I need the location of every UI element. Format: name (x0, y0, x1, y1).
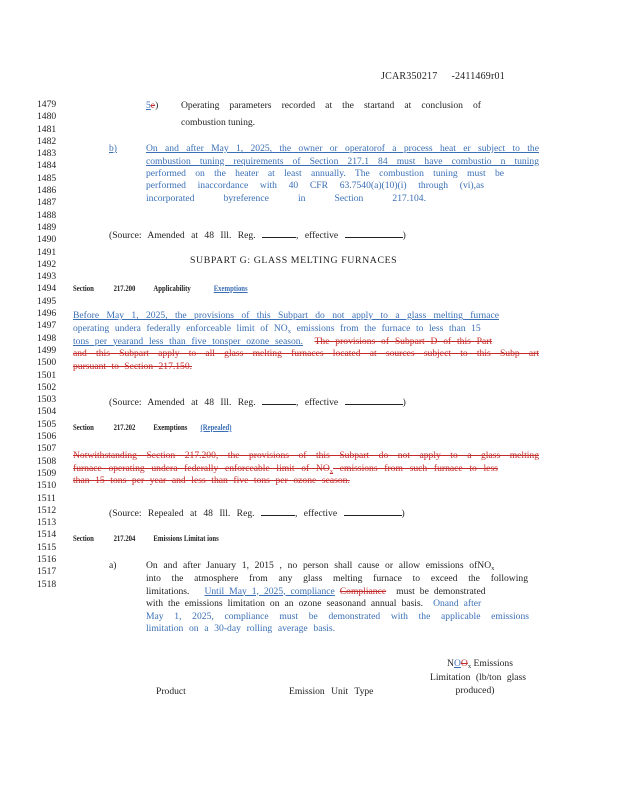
line-number: 1490 (37, 234, 57, 246)
line-number: 1497 (37, 320, 57, 332)
line-number: 1502 (37, 381, 57, 393)
item-a-line-2: into the atmosphere from any glass melting furnace to exceed the following (146, 573, 528, 584)
item-b-line-3: performed on the heater at least annually. The combustion tuning must be (146, 168, 504, 179)
line-number: 1484 (37, 160, 57, 172)
line-number: 1495 (37, 295, 57, 307)
line-number: 1479 (37, 99, 57, 110)
line-number: 1517 (37, 566, 57, 578)
section-217-204-heading: Section 217.204 Emissions Limitat ions (73, 534, 219, 543)
line-number: 1485 (37, 172, 57, 184)
line-number: 1492 (37, 258, 57, 270)
section-217-200-heading: Section 217.200 Applicability Exemptions (73, 284, 248, 293)
para-200-line-4: and this Subpart apply to all glass melting furnaces located at sources subject to this Subp art (73, 348, 539, 359)
para-200-line-5: pursuant to Section 217.150. (73, 360, 193, 372)
item-5-line-1: Operating parameters recorded at the startand at conclusion of (181, 100, 481, 111)
line-number: 1512 (37, 504, 57, 516)
para-202-line-3: than 15 tons per year and less than five tons per ozone season. (73, 475, 350, 486)
line-number: 1494 (37, 283, 57, 295)
doc-version: -2411469r01 (451, 71, 505, 82)
para-200-line-2: operating undera federally enforceable limit of $NO_x$ emissions from the furnace to less than 15 (73, 323, 481, 335)
line-numbers (37, 99, 77, 591)
para-200-line-3: tons per yearand less than five tonsper ozone season. The provisions of Subpart D of this Part (73, 335, 493, 347)
line-number: 1489 (37, 221, 57, 233)
item-b-line-4: performed inaccordance with 40 CFR 63.7540(a)(10)(i) through (vi),as (146, 180, 484, 191)
line-number: 1514 (37, 529, 57, 541)
line-number: 1516 (37, 553, 57, 565)
item-b-label: b) (109, 143, 117, 154)
line-number: 1482 (37, 135, 57, 147)
item-a-line-5: May 1, 2025, compliance must be demonstrated with the applicable emissions (146, 610, 529, 622)
item-a-line-4: with the emissions limitation on an ozone seasonand annual basis. Onand after (146, 598, 482, 609)
line-number: 1515 (37, 541, 57, 553)
item-5-label: 5e) (146, 100, 159, 111)
document-header (381, 71, 505, 82)
table-header-unit-type: Emission Unit Type (289, 686, 374, 697)
item-a-line-3: limitations. Until May 1, 2025, compliance Compliance must be demonstrated (146, 585, 486, 597)
line-number: 1500 (37, 357, 57, 369)
line-number: 1480 (37, 111, 57, 123)
source-note-1: (Source: Amended at 48 Ill. Reg. , effective ) (109, 230, 406, 241)
line-number: 1503 (37, 394, 57, 406)
line-number: 1496 (37, 308, 57, 320)
line-number: 1506 (37, 431, 57, 443)
line-number: 1493 (37, 271, 57, 283)
line-number: 1508 (37, 455, 57, 467)
line-number: 1504 (37, 406, 57, 418)
line-number: 1483 (37, 148, 57, 160)
line-number: 1481 (37, 123, 57, 135)
line-number: 1507 (37, 443, 57, 455)
para-202-line-1: Notwithstanding Section 217.200, the provisions of this Subpart do not apply to a glass melting (73, 450, 539, 461)
para-200-line-1: Before May 1, 2025, the provisions of this Subpart do not apply to a glass melting furnace (73, 310, 499, 321)
para-202-line-2: furnace operating undera federally enforceable limit of $NO_x$ emissions from such furnace to less (73, 462, 498, 475)
line-number: 1505 (37, 418, 57, 430)
section-217-202-heading: Section 217.202 Exemptions (Repealed) (73, 423, 232, 432)
line-number: 1509 (37, 467, 57, 479)
doc-id: JCAR350217 (381, 71, 438, 82)
item-a-label: a) (109, 560, 117, 571)
table-header-limitation: Limitation (lb/ton glass (429, 672, 527, 683)
item-a-line-1: On and after January 1, 2015 , no person shall cause or allow emissions ofNO$_x$ (146, 560, 495, 572)
table-header-product: Product (156, 686, 186, 697)
line-number: 1487 (37, 197, 57, 209)
source-note-3: (Source: Repealed at 48 Ill. Reg. , effective ) (109, 508, 405, 519)
item-5-line-2: combustion tuning. (181, 117, 256, 128)
line-number: 1518 (37, 578, 57, 590)
line-number: 1499 (37, 344, 57, 356)
item-b-line-2: combustion tuning requirements of Section 217.1 84 must have combustio n tuning (146, 155, 539, 167)
line-number: 1488 (37, 209, 57, 221)
table-header-nox: $NOO_x$ Emissions (447, 658, 513, 670)
item-a-line-6: limitation on a 30-day rolling average basis. (146, 623, 335, 634)
line-number: 1513 (37, 517, 57, 529)
line-number: 1511 (37, 492, 56, 504)
item-b-line-1: On and after May 1, 2025, the owner or operatorof a process heat er subject to the (146, 143, 539, 154)
line-number: 1491 (37, 246, 57, 258)
source-note-2: (Source: Amended at 48 Ill. Reg. , effective ) (109, 397, 406, 408)
subpart-title: SUBPART G: GLASS MELTING FURNACES (190, 255, 398, 266)
line-number: 1501 (37, 369, 57, 381)
line-number: 1486 (37, 185, 57, 197)
table-header-produced: produced) (455, 685, 495, 696)
line-number: 1510 (37, 480, 57, 492)
line-number: 1498 (37, 332, 57, 344)
item-b-line-5: incorporated byreference in Section 217.104. (146, 192, 426, 204)
